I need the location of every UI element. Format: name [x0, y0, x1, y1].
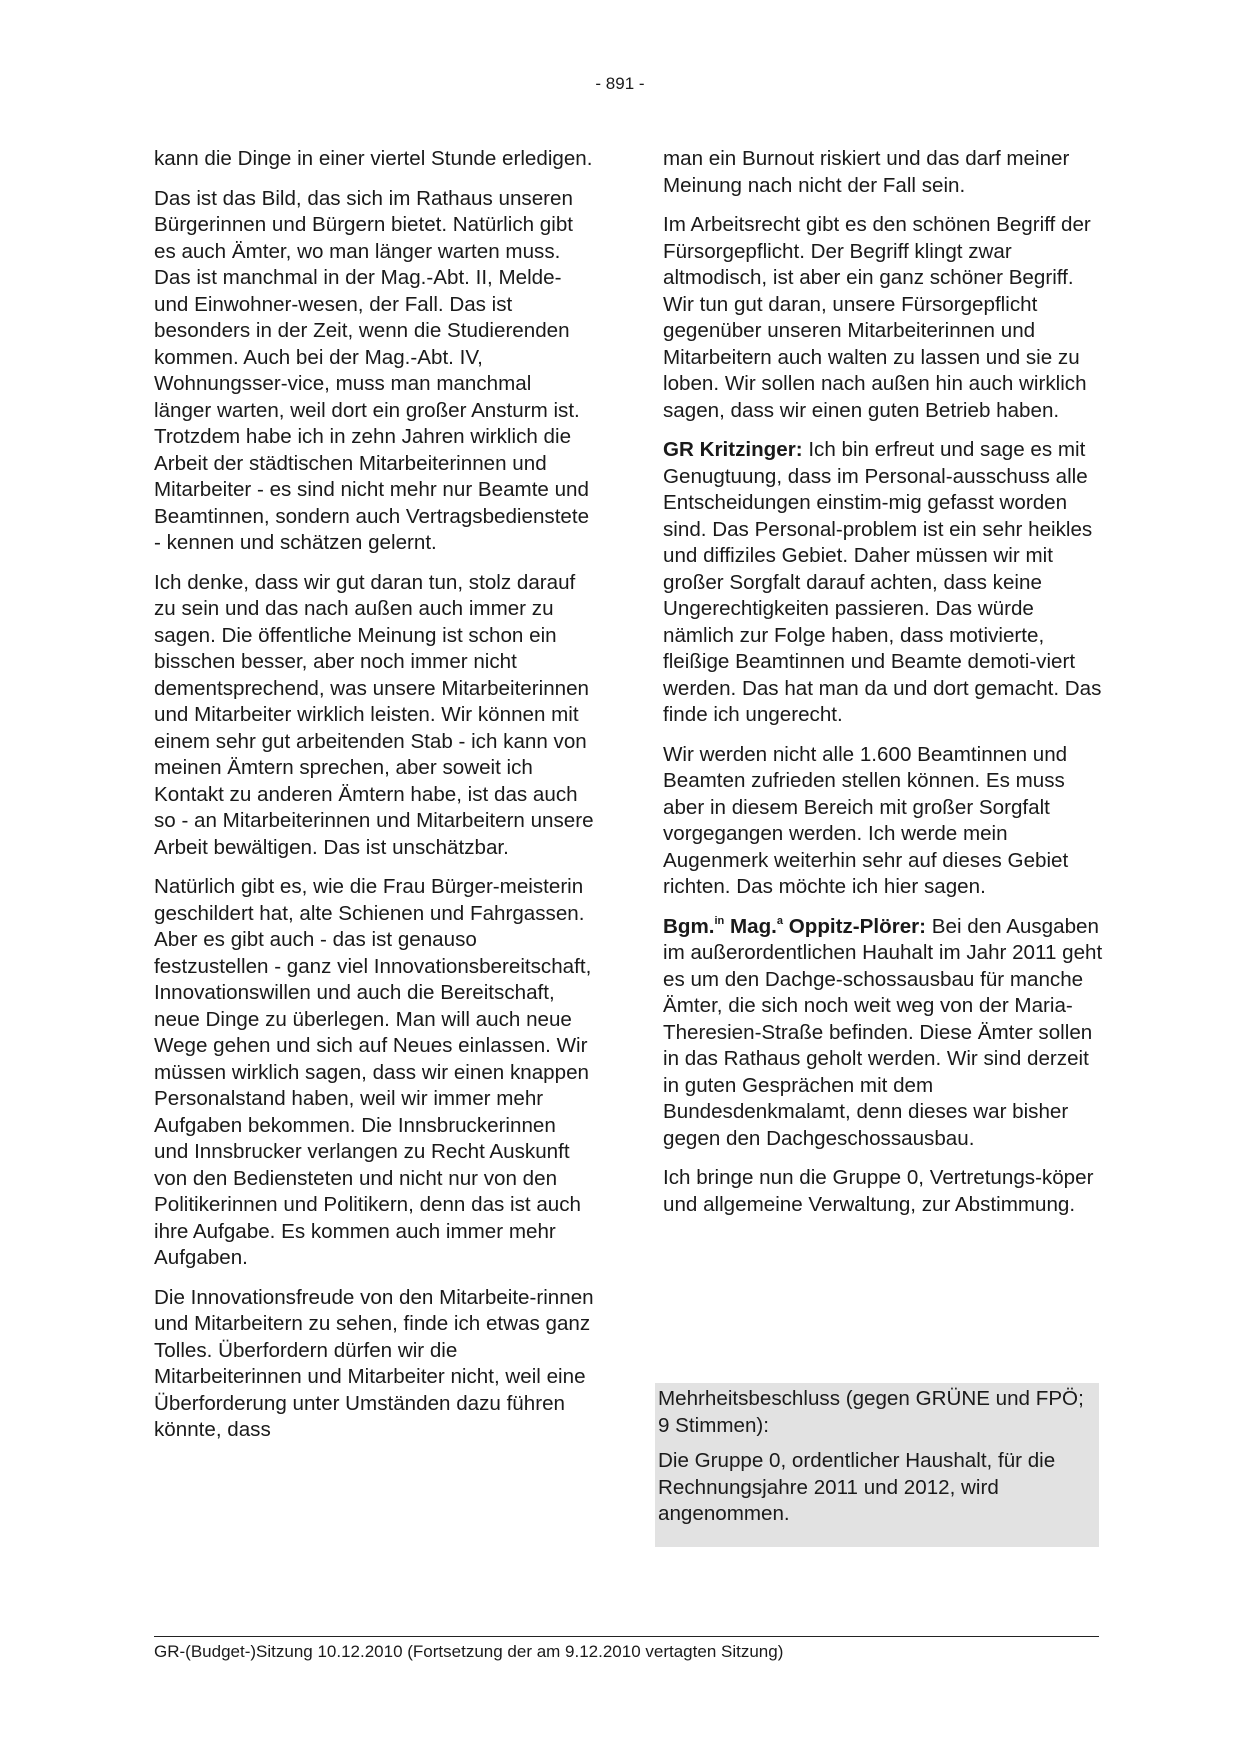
right-column	[663, 146, 1103, 1231]
speaker-title: Mag.	[724, 914, 777, 938]
speaker-name	[663, 915, 926, 938]
resolution-title: Mehrheitsbeschluss (gegen GRÜNE und FPÖ; 9 Stimmen):	[658, 1387, 1084, 1437]
speech-text: Ich bin erfreut und sage es mit Genugtuung, dass im Personal-ausschuss alle Entscheidungen einstim-mig gefasst worden sind. Das Personal-problem ist ein sehr heikles und diffiziles Gebiet. Daher müssen wir mit großer Sorgfalt darauf achten, dass keine Ungerechtigkeiten passieren. Das würde nämlich zur Folge haben, dass motivierte, fleißige Beamtinnen und Beamte demoti-viert werden. Das hat man da und dort gemacht. Das finde ich ungerecht.	[663, 438, 1102, 726]
speaker-name: GR Kritzinger:	[663, 438, 803, 461]
paragraph: man ein Burnout riskiert und das darf meiner Meinung nach nicht der Fall sein.	[663, 147, 1070, 197]
footer: GR-(Budget-)Sitzung 10.12.2010 (Fortsetzung der am 9.12.2010 vertagten Sitzung)	[154, 1642, 784, 1661]
page-number: - 891 -	[595, 74, 645, 93]
paragraph: Das ist das Bild, das sich im Rathaus unseren Bürgerinnen und Bürgern bietet. Natürlich gibt es auch Ämter, wo man länger warten muss. Das ist manchmal in der Mag.-Abt. II, Melde- und Einwohner-wesen, der Fall. Das ist besonders in der Zeit, wenn die Studierenden kommen. Auch bei der Mag.-Abt. IV, Wohnungsser-vice, muss man manchmal länger warten, weil dort ein großer Ansturm ist. Trotzdem habe ich in zehn Jahren wirklich die Arbeit der städtischen Mitarbeiterinnen und Mitarbeiter - es sind nicht mehr nur Beamte und Beamtinnen, sondern auch Vertragsbedienstete - kennen und schätzen gelernt.	[154, 186, 590, 554]
resolution-text: Die Gruppe 0, ordentlicher Haushalt, für die Rechnungsjahre 2011 und 2012, wird angenommen.	[658, 1449, 1056, 1525]
speaker-title: Bgm.	[663, 914, 715, 938]
footer-divider	[154, 1636, 1099, 1637]
paragraph: Im Arbeitsrecht gibt es den schönen Begriff der Fürsorgepflicht. Der Begriff klingt zwar altmodisch, ist aber ein ganz schöner Begriff. Wir tun gut daran, unsere Fürsorgepflicht gegenüber unseren Mitarbeiterinnen und Mitarbeitern auch walten zu lassen und sie zu loben. Wir sollen nach außen hin auch wirklich sagen, dass wir einen guten Betrieb haben.	[663, 213, 1091, 422]
paragraph: Ich bringe nun die Gruppe 0, Vertretungs-köper und allgemeine Verwaltung, zur Abstimmung.	[663, 1166, 1094, 1216]
paragraph: Ich denke, dass wir gut daran tun, stolz darauf zu sein und das nach außen auch immer zu sagen. Die öffentliche Meinung ist schon ein bisschen besser, aber noch immer nicht dementsprechend, was unsere Mitarbeiterinnen und Mitarbeiter wirklich leisten. Wir können mit einem sehr gut arbeitenden Stab - ich kann von meinen Ämtern sprechen, aber soweit ich Kontakt zu anderen Ämtern habe, ist das auch so - an Mitarbeiterinnen und Mitarbeitern unsere Arbeit bewältigen. Das ist unschätzbar.	[154, 570, 594, 859]
paragraph: Die Innovationsfreude von den Mitarbeite-rinnen und Mitarbeitern zu sehen, finde ich etwas ganz Tolles. Überfordern dürfen wir die Mitarbeiterinnen und Mitarbeiter nicht, weil eine Überforderung unter Umständen dazu führen könnte, dass	[154, 1285, 594, 1441]
speech-oppitz-ploerer	[663, 914, 1103, 1153]
paragraph: Natürlich gibt es, wie die Frau Bürger-meisterin geschildert hat, alte Schienen und Fahrgassen. Aber es gibt auch - das ist genauso festzustellen - ganz viel Innovationsbereitschaft, Innovationswillen und auch die Bereitschaft, neue Dinge zu überlegen. Man will auch neue Wege gehen und sich auf Neues einlassen. Wir müssen wirklich sagen, dass wir einen knappen Personalstand haben, weil wir immer mehr Aufgaben bekommen. Die Innsbruckerinnen und Innsbrucker verlangen zu Recht Auskunft von den Bediensteten und nicht nur von den Politikerinnen und Politikern, denn das ist auch ihre Aufgabe. Es kommen auch immer mehr Aufgaben.	[154, 875, 592, 1269]
speaker-surname: Oppitz-Plörer:	[783, 914, 927, 938]
speaker-title-sup: in	[714, 914, 725, 927]
paragraph: Wir werden nicht alle 1.600 Beamtinnen und Beamten zufrieden stellen können. Es muss aber in diesem Bereich mit großer Sorgfalt vorgegangen werden. Ich werde mein Augenmerk weiterhin sehr auf dieses Gebiet richten. Das möchte ich hier sagen.	[663, 742, 1069, 898]
speaker-title-sup: a	[776, 914, 784, 927]
speech-text: Bei den Ausgaben im außerordentlichen Hauhalt im Jahr 2011 geht es um den Dachge-schossausbau für manche Ämter, die sich noch weit weg von der Maria-Theresien-Straße befinden. Diese Ämter sollen in das Rathaus geholt werden. Wir sind derzeit in guten Gesprächen mit dem Bundesdenkmalamt, denn dieses war bisher gegen den Dachgeschossausbau.	[663, 914, 1103, 1150]
resolution-box	[655, 1383, 1099, 1547]
left-column	[154, 146, 594, 1457]
speech-kritzinger	[663, 437, 1103, 729]
paragraph: kann die Dinge in einer viertel Stunde erledigen.	[154, 147, 593, 170]
